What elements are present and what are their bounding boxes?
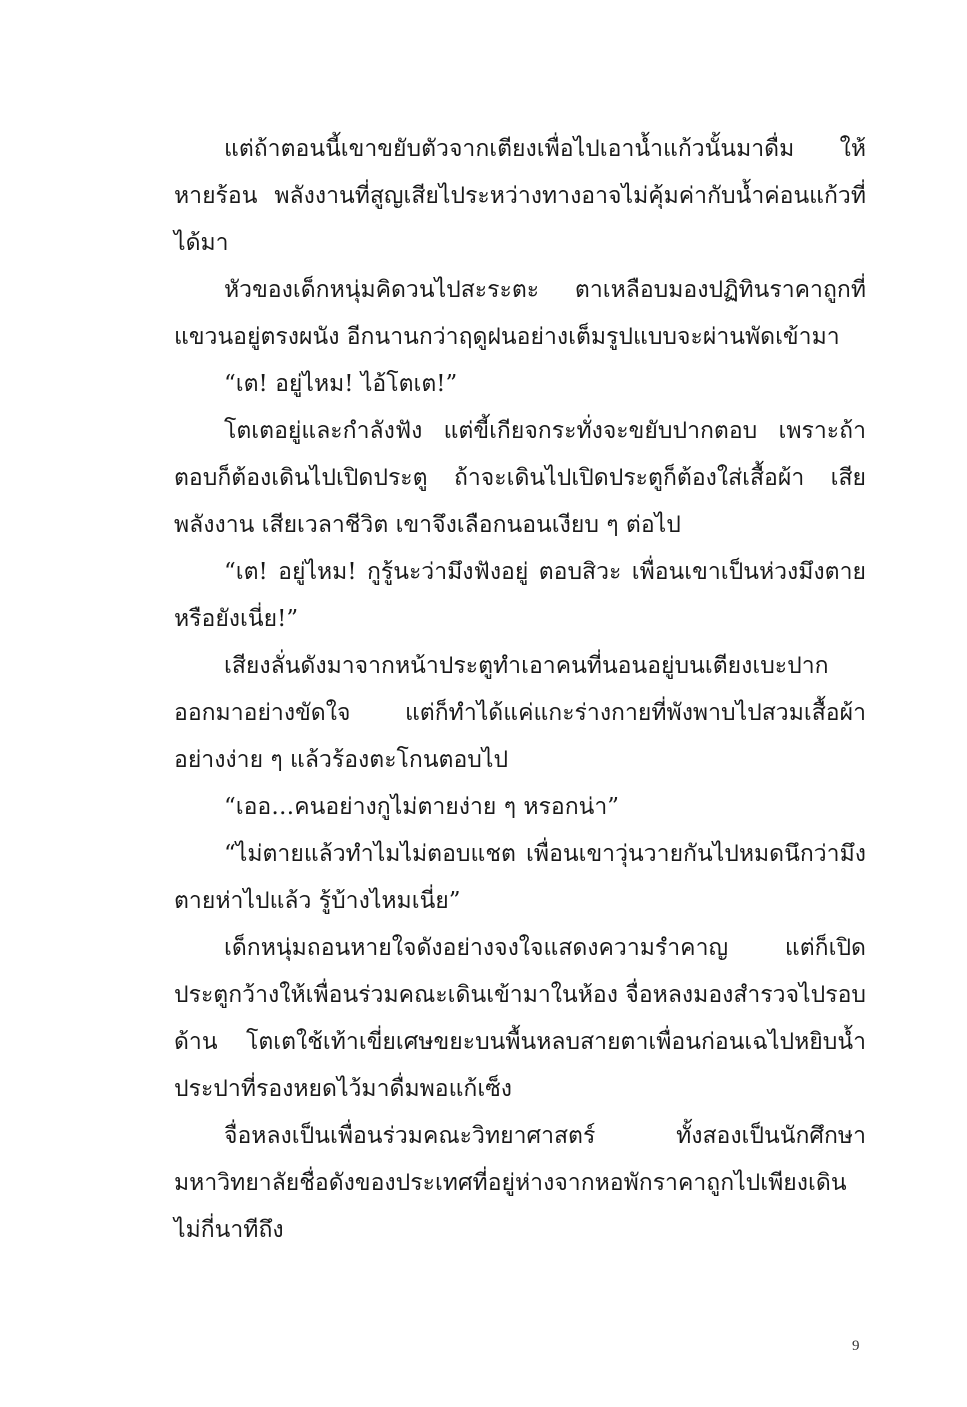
paragraph: “เออ…คนอย่างกูไม่ตายง่าย ๆ หรอกน่า”: [224, 794, 620, 820]
paragraph: เด็กหนุ่มถอนหายใจดังอย่างจงใจแสดงความรำคาญ แต่ก็เปิดประตูกว้างให้เพื่อนร่วมคณะเดินเข้ามาในห้อง จื่อหลงมองสำรวจไปรอบด้าน โตเตใช้เท้าเขี่ยเศษขยะบนพื้นหลบสายตาเพื่อนก่อนเฉไปหยิบน้ำประปาที่รองหยดไว้มาดื่มพอแก้เซ็ง: [174, 935, 866, 1102]
body-text: [174, 126, 866, 1254]
paragraph: “ไม่ตายแล้วทำไมไม่ตอบแชต เพื่อนเขาวุ่นวายกันไปหมดนึกว่ามึงตายห่าไปแล้ว รู้บ้างไหมเนี่ย”: [174, 841, 866, 914]
paragraph: “เต! อยู่ไหม! กูรู้นะว่ามึงฟังอยู่ ตอบสิวะ เพื่อนเขาเป็นห่วงมึงตายหรือยังเนี่ย!”: [174, 559, 866, 632]
paragraph: จื่อหลงเป็นเพื่อนร่วมคณะวิทยาศาสตร์ ทั้งสองเป็นนักศึกษามหาวิทยาลัยชื่อดังของประเทศที่อยู่ห่างจากหอพักราคาถูกไปเพียงเดินไม่กี่นาทีถึง: [174, 1123, 866, 1243]
paragraph: แต่ถ้าตอนนี้เขาขยับตัวจากเตียงเพื่อไปเอาน้ำแก้วนั้นมาดื่ม ให้หายร้อน พลังงานที่สูญเสียไประหว่างทางอาจไม่คุ้มค่ากับน้ำค่อนแก้วที่ได้มา: [174, 136, 866, 256]
paragraph: โตเตอยู่และกำลังฟัง แต่ขี้เกียจกระทั่งจะขยับปากตอบ เพราะถ้าตอบก็ต้องเดินไปเปิดประตู ถ้าจะเดินไปเปิดประตูก็ต้องใส่เสื้อผ้า เสียพลังงาน เสียเวลาชีวิต เขาจึงเลือกนอนเงียบ ๆ ต่อไป: [174, 418, 866, 538]
paragraph: เสียงลั่นดังมาจากหน้าประตูทำเอาคนที่นอนอยู่บนเตียงเบะปากออกมาอย่างขัดใจ แต่ก็ทำได้แค่แกะร่างกายที่พังพาบไปสวมเสื้อผ้าอย่างง่าย ๆ แล้วร้องตะโกนตอบไป: [174, 653, 866, 773]
paragraph: หัวของเด็กหนุ่มคิดวนไปสะระตะ ตาเหลือบมองปฏิทินราคาถูกที่แขวนอยู่ตรงผนัง อีกนานกว่าฤดูฝนอย่างเต็มรูปแบบจะผ่านพัดเข้ามา: [174, 277, 866, 350]
paragraph: “เต! อยู่ไหม! ไอ้โตเต!”: [224, 371, 458, 397]
page-number: 9: [852, 1338, 860, 1354]
